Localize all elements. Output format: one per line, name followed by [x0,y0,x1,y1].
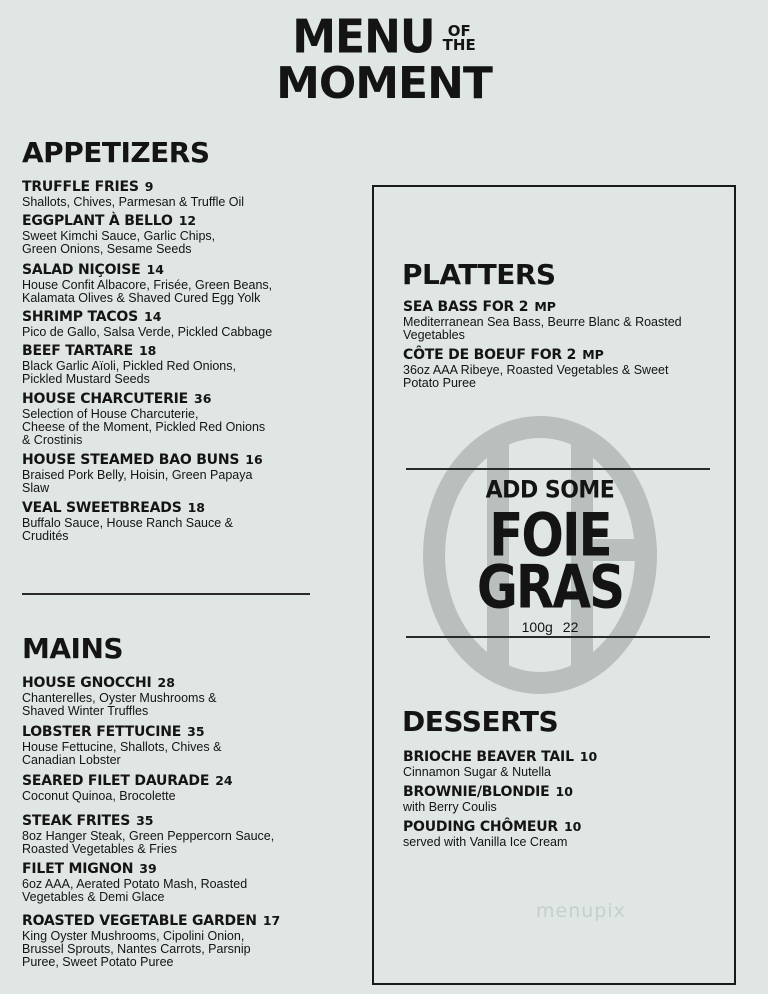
appetizers-heading: APPETIZERS [22,136,210,169]
item-name: ROASTED VEGETABLE GARDEN [22,913,257,929]
menu-item [22,178,322,209]
item-header [22,178,322,196]
item-price: 10 [563,819,582,834]
item-price: 17 [262,913,281,928]
item-description: Brussel Sprouts, Nantes Carrots, Parsnip [22,942,251,956]
foie-price-value: 22 [562,619,579,635]
item-price: MP [582,347,604,362]
item-header [403,818,723,836]
item-header [403,748,723,766]
item-description: House Confit Albacore, Frisée, Green Beans, [22,278,273,292]
desserts-heading: DESSERTS [402,705,559,738]
menu-item [22,723,322,767]
item-header [22,499,322,517]
item-description: Roasted Vegetables & Fries [22,842,177,856]
item-name: SHRIMP TACOS [22,309,139,325]
item-name: FILET MIGNON [22,861,134,877]
item-description: Green Onions, Sesame Seeds [22,242,192,256]
item-description: Selection of House Charcuterie, [22,407,199,421]
menu-item [403,298,723,342]
item-description: Pickled Mustard Seeds [22,372,150,386]
item-price: 9 [144,179,154,194]
item-name: TRUFFLE FRIES [22,179,139,195]
item-price: 12 [178,213,197,228]
item-name: HOUSE STEAMED BAO BUNS [22,452,240,468]
item-price: MP [534,299,556,314]
item-price: 36 [194,391,212,406]
title-menu: MENU [292,10,435,65]
item-name: SALAD NIÇOISE [22,262,141,278]
item-name: SEA BASS FOR 2 [403,299,529,315]
item-description: Braised Pork Belly, Hoisin, Green Papaya [22,468,253,482]
item-price: 10 [555,784,573,799]
item-price: 35 [187,724,205,739]
item-description: 6oz AAA, Aerated Potato Mash, Roasted [22,877,248,891]
item-description: Chanterelles, Oyster Mushrooms & [22,691,217,705]
item-description: Shaved Winter Truffles [22,704,149,718]
menu-item [22,342,322,386]
section-divider [22,593,310,595]
item-name: HOUSE CHARCUTERIE [22,391,189,407]
menu-item [22,674,322,718]
item-description: Canadian Lobster [22,753,121,767]
item-description: House Fettucine, Shallots, Chives & [22,740,222,754]
platters-heading: PLATTERS [402,258,556,291]
item-description: King Oyster Mushrooms, Cipolini Onion, [22,929,245,943]
item-name: SEARED FILET DAURADE [22,773,210,789]
item-description: Vegetables & Demi Glace [22,890,165,904]
title-the: THE [442,36,476,54]
item-description: Shallots, Chives, Parmesan & Truffle Oil [22,195,245,209]
item-description: with Berry Coulis [403,800,497,814]
item-name: BEEF TARTARE [22,343,133,359]
item-price: 18 [187,500,205,515]
item-description: Puree, Sweet Potato Puree [22,955,174,969]
item-description: Cheese of the Moment, Pickled Red Onions [22,420,266,434]
item-header [22,451,322,469]
mains-heading: MAINS [22,632,124,665]
item-name: BROWNIE/BLONDIE [403,784,550,800]
item-header [22,812,322,830]
item-name: HOUSE GNOCCHI [22,675,152,691]
menu-item [403,346,723,390]
item-header [22,390,322,408]
item-description: Sweet Kimchi Sauce, Garlic Chips, [22,229,216,243]
item-price: 14 [146,262,164,277]
menu-item [22,308,322,339]
item-description: Slaw [22,481,50,495]
item-price: 28 [157,675,175,690]
item-price: 39 [139,861,157,876]
item-description: Coconut Quinoa, Brocolette [22,789,176,803]
item-description: Black Garlic Aïoli, Pickled Red Onions, [22,359,236,373]
foie-line-1: FOIE [489,500,611,570]
watermark: menupix [536,900,626,922]
menu-item [403,748,723,779]
item-price: 18 [138,343,157,358]
item-header [22,772,322,790]
item-name: CÔTE DE BOEUF FOR 2 [403,347,577,363]
foie-intro: ADD SOME [485,476,615,505]
menu-item [22,772,322,803]
item-name: POUDING CHÔMEUR [403,819,558,835]
item-header [22,912,322,930]
item-description: Potato Puree [403,376,476,390]
item-description: Crudités [22,529,69,543]
menu-item [22,390,322,447]
foie-top-divider [406,468,710,470]
item-header [22,342,322,360]
item-name: EGGPLANT À BELLO [22,213,173,229]
item-price: 14 [144,309,162,324]
title-moment: MOMENT [276,58,492,109]
item-description: 36oz AAA Ribeye, Roasted Vegetables & Sweet [403,363,669,377]
item-description: Buffalo Sauce, House Ranch Sauce & [22,516,234,530]
menu-item [22,261,322,305]
item-header [22,261,322,279]
item-price: 16 [245,452,263,467]
menu-item [403,818,723,849]
item-header [403,783,723,801]
menu-item [22,812,322,856]
title-of-the [443,24,476,52]
menu-item [22,212,322,256]
menu-item [403,783,723,814]
menu-item [22,860,322,904]
menu-item [22,912,322,969]
menu-title [0,10,768,109]
item-header [403,298,723,316]
item-description: served with Vanilla Ice Cream [403,835,568,849]
foie-bottom-divider [406,636,710,638]
item-price: 24 [215,773,233,788]
foie-size: 100g [521,619,553,635]
item-header [22,674,322,692]
item-name: LOBSTER FETTUCINE [22,724,182,740]
item-name: VEAL SWEETBREADS [22,500,182,516]
item-header [22,860,322,878]
item-name: BRIOCHE BEAVER TAIL [403,749,574,765]
item-description: Vegetables [403,328,465,342]
item-header [22,723,322,741]
item-description: Cinnamon Sugar & Nutella [403,765,551,779]
item-header [403,346,723,364]
item-header [22,212,322,230]
item-price: 10 [579,749,598,764]
foie-gras-feature [430,476,670,635]
menu-item [22,499,322,543]
item-description: Pico de Gallo, Salsa Verde, Pickled Cabbage [22,325,273,339]
title-of: OF [447,22,471,40]
item-description: Kalamata Olives & Shaved Cured Egg Yolk [22,291,261,305]
item-header [22,308,322,326]
foie-line-2: GRAS [476,551,624,622]
menu-item [22,451,322,495]
item-description: Mediterranean Sea Bass, Beurre Blanc & Roasted [403,315,682,329]
item-price: 35 [136,813,154,828]
item-name: STEAK FRITES [22,813,131,829]
item-description: 8oz Hanger Steak, Green Peppercorn Sauce, [22,829,275,843]
item-description: & Crostinis [22,433,83,447]
